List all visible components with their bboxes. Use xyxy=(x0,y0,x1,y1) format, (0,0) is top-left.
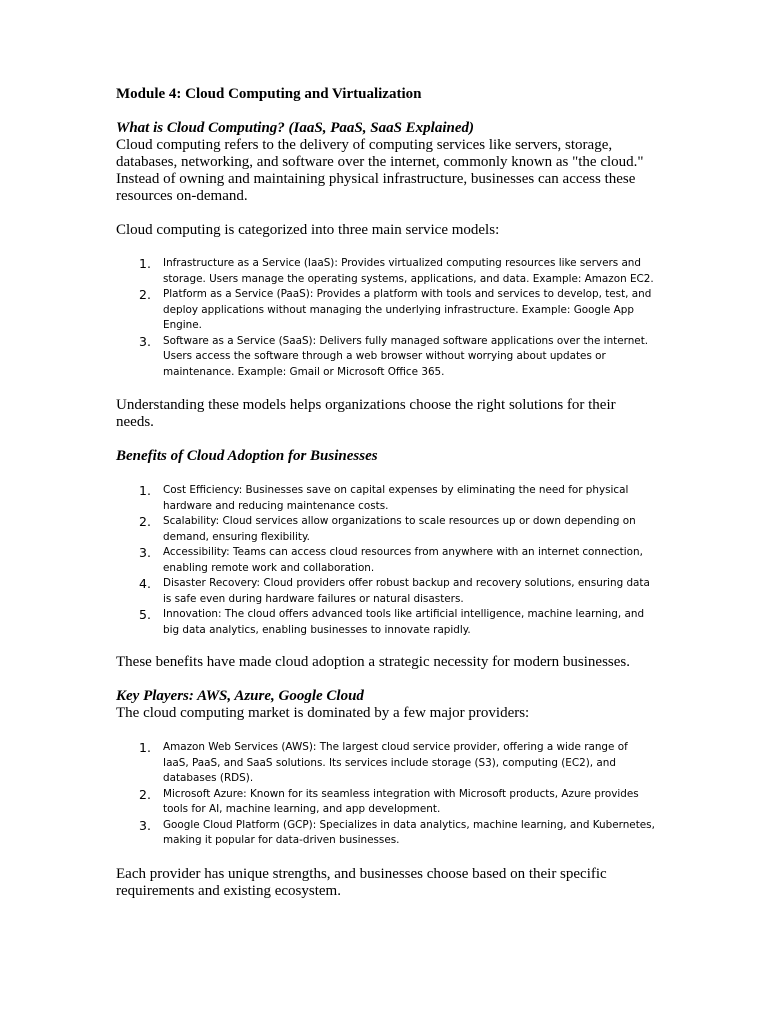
list-item xyxy=(116,514,656,545)
list-item xyxy=(116,787,656,818)
section-heading-benefits: Benefits of Cloud Adoption for Businesses xyxy=(116,448,378,464)
list-item-text: Infrastructure as a Service (IaaS): Provides virtualized computing resources like servers and storage. Users manage the operating systems, applications, and data. Example: Amazon EC2. xyxy=(163,257,654,285)
list-item-text: Microsoft Azure: Known for its seamless integration with Microsoft products, Azure provides tools for AI, machine learning, and app development. xyxy=(163,787,639,815)
list-number: 1. xyxy=(139,256,151,271)
list-item-text: Accessibility: Teams can access cloud resources from anywhere with an internet connection, enabling remote work and collaboration. xyxy=(163,546,643,574)
service-models-list xyxy=(116,256,656,380)
list-item xyxy=(116,287,656,334)
list-number: 3. xyxy=(139,333,151,349)
list-item-text: Innovation: The cloud offers advanced tools like artificial intelligence, machine learning, and big data analytics, enabling businesses to innovate rapidly. xyxy=(163,608,645,636)
list-item xyxy=(116,607,656,638)
service-models-lead: Cloud computing is categorized into three main service models: xyxy=(116,222,500,238)
section-intro-paragraph: Cloud computing refers to the delivery of computing services like servers, storage, databases, networking, and software over the internet, commonly known as "the cloud." Instead of owning and maintaining physical infrastructure, businesses can access these resources on-demand. xyxy=(116,137,644,204)
list-item-text: Disaster Recovery: Cloud providers offer robust backup and recovery solutions, ensuring data is safe even during hardware failures or natural disasters. xyxy=(163,577,650,605)
list-number: 4. xyxy=(139,576,151,591)
list-number: 5. xyxy=(139,607,151,622)
list-item xyxy=(116,256,656,287)
list-number: 1. xyxy=(139,740,151,755)
list-number: 3. xyxy=(139,545,151,560)
section-closing-paragraph: Each provider has unique strengths, and businesses choose based on their specific requirements and existing ecosystem. xyxy=(116,865,607,899)
list-number: 2. xyxy=(139,514,151,529)
list-item-text: Software as a Service (SaaS): Delivers fully managed software applications over the internet. Users access the software through a web browser without worrying about updates or maintenance. Example: Gmail or Microsoft Office 365. xyxy=(163,334,649,378)
list-number: 2. xyxy=(139,786,151,802)
list-item-text: Amazon Web Services (AWS): The largest cloud service provider, offering a wide range of IaaS, PaaS, and SaaS solutions. Its services include storage (S3), computing (EC2), and databases (RDS). xyxy=(163,741,628,784)
list-item xyxy=(116,483,656,514)
section-heading-cloud-computing: What is Cloud Computing? (IaaS, PaaS, SaaS Explained) xyxy=(116,120,475,136)
document-page xyxy=(116,86,656,900)
list-item-text: Google Cloud Platform (GCP): Specializes in data analytics, machine learning, and Kubernetes, making it popular for data-driven businesses. xyxy=(163,818,655,846)
section-intro-paragraph: The cloud computing market is dominated by a few major providers: xyxy=(116,705,530,721)
list-item-text: Cost Efficiency: Businesses save on capital expenses by eliminating the need for physical hardware and reducing maintenance costs. xyxy=(163,484,629,512)
list-number: 3. xyxy=(139,817,151,833)
list-item xyxy=(116,545,656,576)
providers-list xyxy=(116,740,656,849)
benefits-list xyxy=(116,483,656,638)
list-item xyxy=(116,334,656,381)
section-heading-key-players: Key Players: AWS, Azure, Google Cloud xyxy=(116,688,364,704)
list-item xyxy=(116,818,656,849)
list-number: 2. xyxy=(139,287,151,302)
list-item-text: Scalability: Cloud services allow organizations to scale resources up or down depending on demand, ensuring flexibility. xyxy=(163,515,636,543)
page-title: Module 4: Cloud Computing and Virtualization xyxy=(116,86,422,102)
section-closing-paragraph: These benefits have made cloud adoption a strategic necessity for modern businesses. xyxy=(116,654,631,670)
section-closing-paragraph: Understanding these models helps organizations choose the right solutions for their needs. xyxy=(116,397,616,430)
list-item xyxy=(116,740,656,787)
list-item xyxy=(116,576,656,607)
list-number: 1. xyxy=(139,483,151,498)
list-item-text: Platform as a Service (PaaS): Provides a platform with tools and services to develop, test, and deploy applications without managing the underlying infrastructure. Example: Google App Engine. xyxy=(163,288,652,331)
